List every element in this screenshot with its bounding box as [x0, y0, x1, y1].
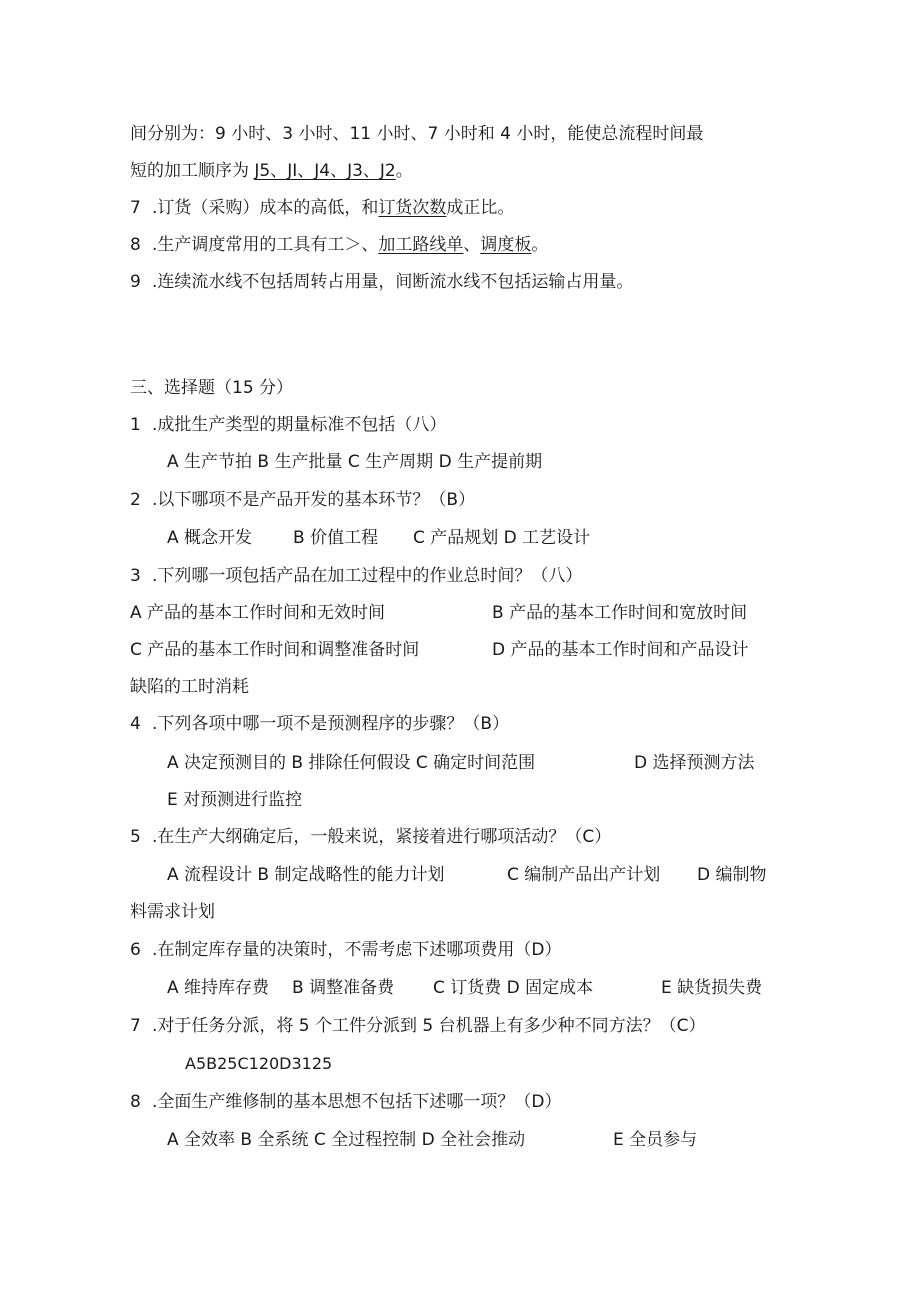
mc-q4-text: .下列各项中哪一项不是预测程序的步骤？（B） — [152, 714, 510, 734]
mc-q6-option-a: A 维持库存费 — [167, 978, 270, 998]
fill-q6-prefix: 短的加工顺序为 — [130, 161, 255, 181]
mc-q7-options: A5B25C120D3125 — [185, 1054, 333, 1073]
mc-q3-option-d-continued: 缺陷的工时消耗 — [130, 677, 249, 697]
mc-q7-number: 7 — [130, 1016, 141, 1036]
fill-q8-answer-2: 调度板 — [480, 235, 532, 255]
fill-q6-line1: 间分别为：9 小时、3 小时、11 小时、7 小时和 4 小时，能使总流程时间最 — [130, 124, 704, 144]
fill-q6-suffix: 。 — [395, 161, 413, 181]
mc-q5-option-d: D 编制物 — [697, 865, 767, 885]
section-heading: 三、选择题（15 分） — [130, 378, 294, 398]
mc-q1-number: 1 — [130, 415, 141, 435]
mc-q5-number: 5 — [130, 827, 141, 847]
mc-q4 — [130, 713, 509, 735]
fill-q7-answer: 订货次数 — [378, 198, 447, 218]
fill-q8 — [130, 234, 548, 256]
mc-q6 — [130, 939, 562, 961]
mc-q8-option-abcd: A 全效率 B 全系统 C 全过程控制 D 全社会推动 — [167, 1130, 526, 1150]
mc-q4-option-abc: A 决定预测目的 B 排除任何假设 C 确定时间范围 — [167, 753, 536, 773]
fill-q7-suffix: 成正比。 — [446, 198, 515, 218]
fill-q8-separator: 、 — [463, 235, 481, 255]
mc-q2-number: 2 — [130, 490, 141, 510]
mc-q2-option-a: A 概念开发 — [167, 528, 253, 548]
mc-q4-option-d: D 选择预测方法 — [634, 753, 755, 773]
mc-q2-text: .以下哪项不是产品开发的基本环节？（B） — [152, 490, 476, 510]
mc-q8-text: .全面生产维修制的基本思想不包括下述哪一项？（D） — [152, 1092, 562, 1112]
mc-q3-number: 3 — [130, 566, 141, 586]
fill-q8-number: 8 — [130, 235, 141, 255]
mc-q1 — [130, 414, 446, 436]
mc-q6-text: .在制定库存量的决策时，不需考虑下述哪项费用（D） — [152, 940, 562, 960]
mc-q6-option-b: B 调整准备费 — [292, 978, 395, 998]
fill-q6-line2 — [130, 160, 413, 182]
mc-q2 — [130, 489, 475, 511]
fill-q8-answer-1: 加工路线单 — [378, 235, 464, 255]
mc-q2-option-cd: C 产品规划 D 工艺设计 — [413, 528, 591, 548]
mc-q3-option-a: A 产品的基本工作时间和无效时间 — [130, 603, 386, 623]
mc-q5-option-c: C 编制产品出产计划 — [507, 865, 661, 885]
mc-q8 — [130, 1091, 562, 1113]
mc-q2-option-b: B 价值工程 — [293, 528, 379, 548]
fill-q9-number: 9 — [130, 272, 141, 292]
mc-q7-text: .对于任务分派，将 5 个工件分派到 5 台机器上有多少种不同方法？（C） — [152, 1016, 706, 1036]
mc-q4-option-e: E 对预测进行监控 — [167, 790, 303, 810]
fill-q9-text: .连续流水线不包括周转占用量，间断流水线不包括运输占用量。 — [152, 272, 634, 292]
mc-q6-number: 6 — [130, 940, 141, 960]
fill-q8-prefix: .生产调度常用的工具有工＞、 — [152, 235, 379, 255]
fill-q7-number: 7 — [130, 198, 141, 218]
fill-q7-prefix: .订货（采购）成本的高低，和 — [152, 198, 379, 218]
mc-q6-option-e: E 缺货损失费 — [661, 978, 763, 998]
mc-q3 — [130, 565, 582, 587]
mc-q7 — [130, 1015, 706, 1037]
mc-q8-number: 8 — [130, 1092, 141, 1112]
mc-q4-number: 4 — [130, 714, 141, 734]
mc-q5 — [130, 826, 611, 848]
mc-q1-options: A 生产节拍 B 生产批量 C 生产周期 D 生产提前期 — [167, 452, 543, 472]
mc-q5-text: .在生产大纲确定后，一般来说，紧接着进行哪项活动？（C） — [152, 827, 612, 847]
mc-q8-option-e: E 全员参与 — [613, 1130, 698, 1150]
mc-q6-option-cd: C 订货费 D 固定成本 — [433, 978, 594, 998]
fill-q9 — [130, 271, 633, 293]
mc-q3-option-c: C 产品的基本工作时间和调整准备时间 — [130, 640, 420, 660]
mc-q3-text: .下列哪一项包括产品在加工过程中的作业总时间？（八） — [152, 566, 583, 586]
fill-q7 — [130, 197, 514, 219]
mc-q1-text: .成批生产类型的期量标准不包括（八） — [152, 415, 447, 435]
mc-q5-option-d-continued: 料需求计划 — [130, 902, 215, 922]
mc-q5-option-ab: A 流程设计 B 制定战略性的能力计划 — [167, 865, 445, 885]
mc-q3-option-b: B 产品的基本工作时间和宽放时间 — [492, 603, 748, 623]
fill-q6-answer: J5、JI、J4、J3、J2 — [254, 161, 396, 181]
mc-q3-option-d: D 产品的基本工作时间和产品设计 — [492, 640, 749, 660]
fill-q8-suffix: 。 — [531, 235, 549, 255]
